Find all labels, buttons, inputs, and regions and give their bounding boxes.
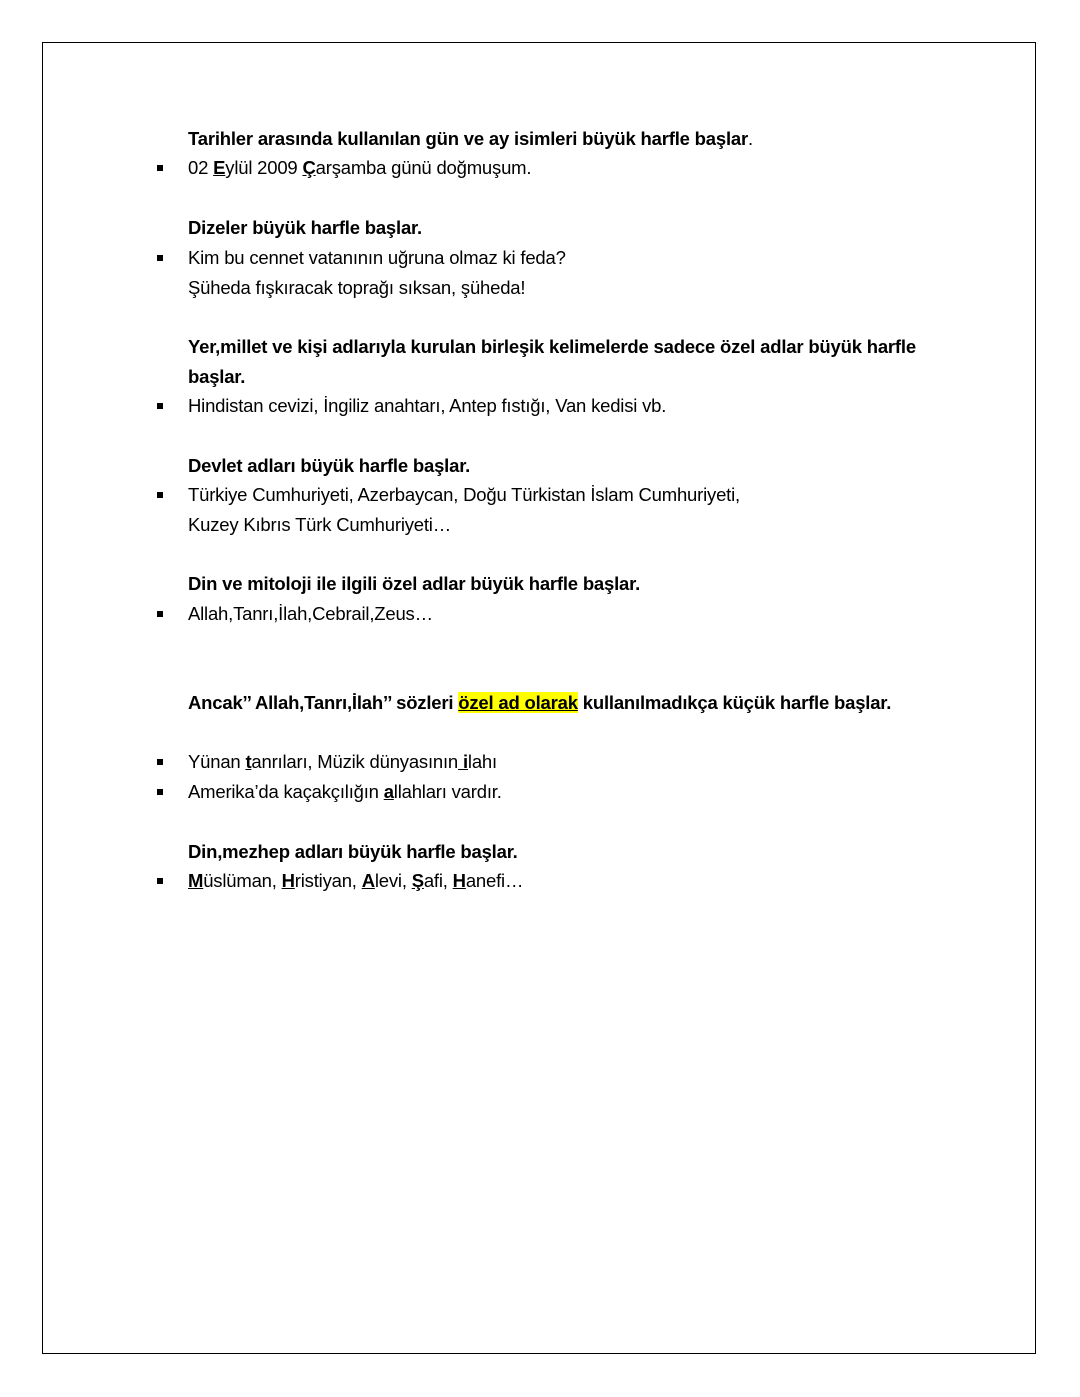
- text-segment: anrıları, Müzik dünyasının: [251, 751, 459, 772]
- text-segment: Dizeler büyük harfle başlar.: [188, 217, 422, 238]
- text-segment: Devlet adları büyük harfle başlar.: [188, 455, 471, 476]
- text-segment: 02: [188, 157, 214, 178]
- bullet-icon: [157, 789, 163, 795]
- text-segment: Allah,Tanrı,İlah,Cebrail,Zeus…: [188, 603, 433, 624]
- bullet-icon: [157, 611, 163, 617]
- bullet-icon: [157, 165, 163, 171]
- rule-heading: [188, 127, 753, 151]
- text-segment: llahları vardır.: [393, 781, 502, 802]
- text-segment: Yer,millet ve kişi adlarıyla kurulan birleşik kelimelerde sadece özel adlar büyük harfle: [188, 336, 916, 357]
- underlined-letter: E: [213, 157, 226, 178]
- underlined-letter: t: [245, 751, 252, 772]
- underlined-letter: Ş: [411, 870, 424, 891]
- rule-heading: [188, 840, 518, 864]
- text-segment: anefi…: [465, 870, 524, 891]
- rule-heading: [188, 216, 422, 240]
- text-segment: Hindistan cevizi, İngiliz anahtarı, Antep fıstığı, Van kedisi vb.: [188, 395, 667, 416]
- text-segment: Şüheda fışkıracak toprağı sıksan, şüheda!: [188, 277, 526, 298]
- rule-heading: [188, 454, 470, 478]
- text-segment: .: [747, 128, 753, 149]
- underlined-letter: H: [452, 870, 466, 891]
- example-line: [188, 750, 497, 774]
- text-segment: Türkiye Cumhuriyeti, Azerbaycan, Doğu Türkistan İslam Cumhuriyeti,: [188, 484, 740, 505]
- example-line: [188, 602, 433, 626]
- underlined-letter: A: [361, 870, 375, 891]
- example-line: [188, 276, 525, 300]
- underlined-letter: Ç: [302, 157, 316, 178]
- text-segment: arşamba günü doğmuşum.: [315, 157, 532, 178]
- underlined-letter: i: [458, 751, 468, 772]
- text-segment: kullanılmadıkça küçük harfle başlar.: [577, 692, 892, 713]
- example-line: [188, 513, 451, 537]
- underlined-letter: M: [188, 870, 204, 891]
- text-segment: başlar.: [188, 366, 246, 387]
- text-segment: lahı: [467, 751, 497, 772]
- bullet-icon: [157, 403, 163, 409]
- text-segment: ylül 2009: [225, 157, 303, 178]
- text-segment: Kuzey Kıbrıs Türk Cumhuriyeti…: [188, 514, 452, 535]
- rule-heading: [188, 365, 245, 389]
- text-segment: Tarihler arasında kullanılan gün ve ay isimleri büyük harfle başlar: [188, 128, 748, 149]
- example-line: [188, 156, 531, 180]
- text-segment: afi,: [423, 870, 453, 891]
- underlined-letter: H: [281, 870, 295, 891]
- text-segment: üslüman,: [203, 870, 282, 891]
- text-segment: Amerika’da kaçakçılığın: [188, 781, 384, 802]
- text-segment: Yünan: [188, 751, 246, 772]
- text-segment: Din ve mitoloji ile ilgili özel adlar büyük harfle başlar.: [188, 573, 641, 594]
- bullet-icon: [157, 255, 163, 261]
- example-line: [188, 246, 566, 270]
- text-segment: Ancak’’ Allah,Tanrı,İlah’’ sözleri: [188, 692, 459, 713]
- bullet-icon: [157, 759, 163, 765]
- text-segment: levi,: [374, 870, 412, 891]
- example-line: [188, 394, 666, 418]
- example-line: [188, 483, 740, 507]
- bullet-icon: [157, 878, 163, 884]
- text-segment: ristiyan,: [294, 870, 362, 891]
- example-line: [188, 869, 523, 893]
- rule-heading: [188, 572, 640, 596]
- example-line: [188, 780, 502, 804]
- bullet-icon: [157, 492, 163, 498]
- text-segment: Kim bu cennet vatanının uğruna olmaz ki feda?: [188, 247, 566, 268]
- underlined-letter: a: [383, 781, 394, 802]
- highlighted-text: özel ad olarak: [458, 692, 578, 713]
- text-segment: Din,mezhep adları büyük harfle başlar.: [188, 841, 518, 862]
- rule-heading: [188, 691, 891, 715]
- rule-heading: [188, 335, 916, 359]
